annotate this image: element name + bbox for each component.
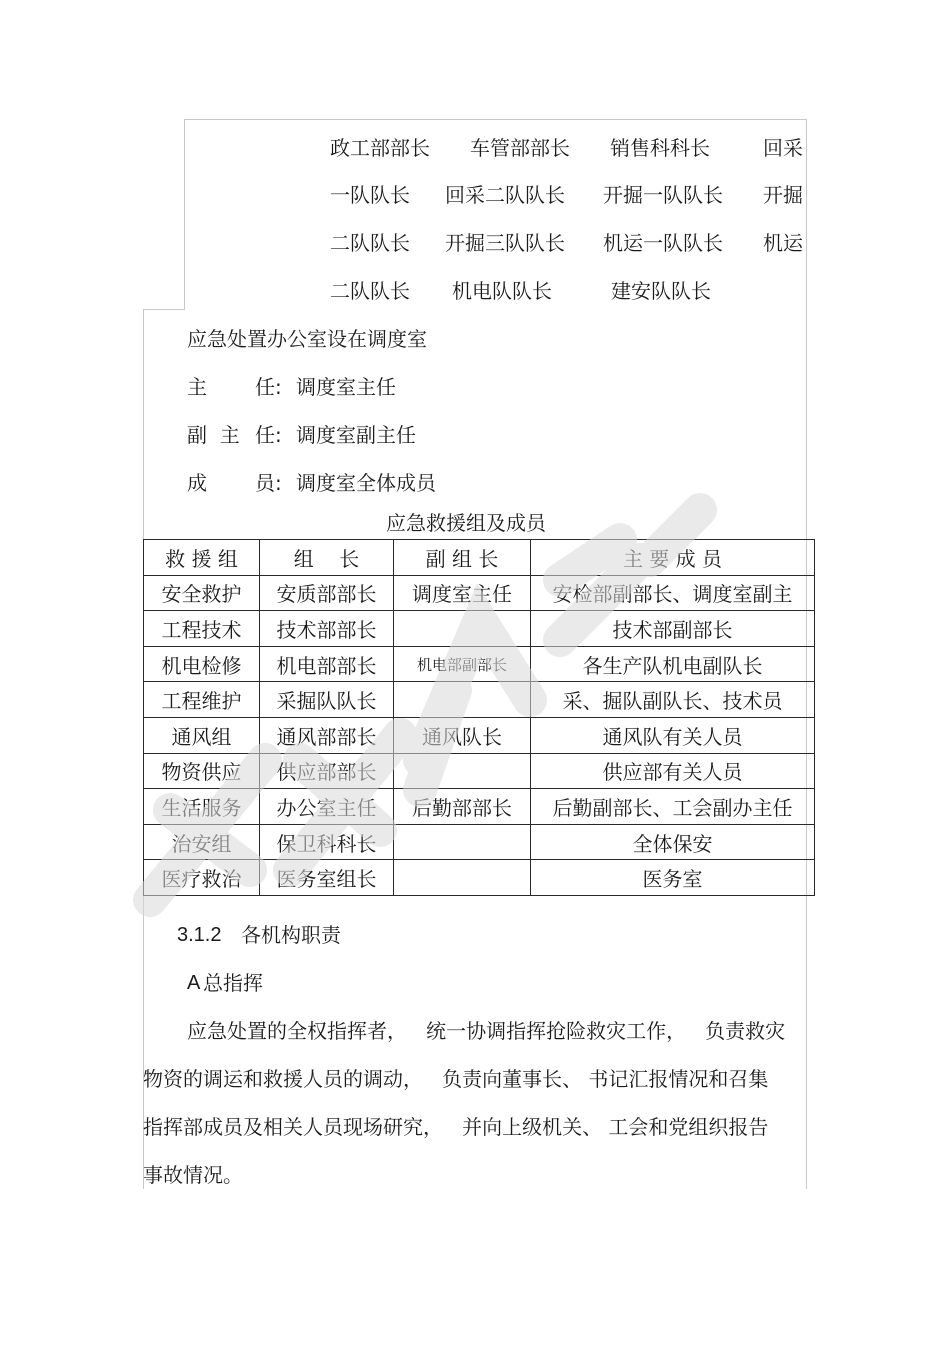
office-location: 应急处置办公室设在调度室 [187,327,427,351]
table-cell [394,860,531,896]
rescue-team-table [143,539,815,896]
roster-line-1 [330,135,806,161]
paragraph-line-2: 物资的调运和救援人员的调动， 负责向董事长、 书记汇报情况和召集 [143,1067,769,1091]
table-cell: 医务室组长 [260,860,394,896]
roster-item: 回采 [763,136,803,160]
table-row [144,753,815,789]
roster-item: 机电队队长 [452,279,552,303]
roster-item: 回采二队队长 [445,183,565,207]
table-cell: 技术部副部长 [531,611,815,647]
roster-item: 一队队长 [330,183,410,207]
table-cell: 通风部部长 [260,717,394,753]
roster-item: 建安队队长 [611,279,711,303]
director-label-suffix: 任: [255,375,282,399]
roster-item: 车管部部长 [470,136,570,160]
roster-item: 二队队长 [330,279,410,303]
table-row [144,789,815,825]
members-label: 成 [187,471,207,495]
roster-item: 开掘三队队长 [445,231,565,255]
director-label: 主 [187,375,207,399]
table-cell: 全体保安 [531,824,815,860]
table-cell: 各生产队机电副队长 [531,646,815,682]
table-cell: 供应部有关人员 [531,753,815,789]
table-cell: 机电部部长 [260,646,394,682]
table-cell: 安全救护 [144,575,260,611]
members-value: 调度室全体成员 [296,471,436,495]
header-cell: 救 援 组 [144,540,260,576]
roster-line-4 [330,278,806,304]
section-title: 各机构职责 [241,923,341,947]
table-row [144,611,815,647]
table-header-row [144,540,815,576]
deputy-label: 副 主 [187,423,240,447]
table-cell: 技术部部长 [260,611,394,647]
header-cell: 组 长 [260,540,394,576]
frame-step-line [143,309,185,310]
subsection-label: A [187,972,201,994]
table-cell: 通风队有关人员 [531,717,815,753]
table-cell [394,682,531,718]
paragraph-line-1: 应急处置的全权指挥者， 统一协调指挥抢险救灾工作， 负责救灾 [187,1019,786,1043]
table-row [144,860,815,896]
header-cell: 副 组 长 [394,540,531,576]
frame-top-line [184,119,807,120]
deputy-value: 调度室副主任 [296,423,416,447]
table-cell: 工程维护 [144,682,260,718]
roster-item: 销售科科长 [610,136,710,160]
table-cell: 通风队长 [394,717,531,753]
table-cell: 采、掘队副队长、技术员 [531,682,815,718]
table-cell: 机电检修 [144,646,260,682]
director-value: 调度室主任 [296,375,396,399]
table-cell [394,611,531,647]
table-cell: 后勤副部长、工会副办主任 [531,789,815,825]
table-cell: 治安组 [144,824,260,860]
table-cell: 安质部部长 [260,575,394,611]
table-cell: 办公室主任 [260,789,394,825]
table-row [144,646,815,682]
roster-item: 机运 [763,231,803,255]
roster-line-3 [330,230,806,256]
table-cell: 安检部副部长、调度室副主 [531,575,815,611]
table-row [144,717,815,753]
table-cell [394,753,531,789]
table-title: 应急救援组及成员 [386,511,546,535]
table-cell: 生活服务 [144,789,260,825]
frame-left-upper-line [184,119,185,309]
subsection-title: 总指挥 [203,971,263,995]
table-cell: 调度室主任 [394,575,531,611]
table-row [144,575,815,611]
table-cell: 通风组 [144,717,260,753]
roster-item: 机运一队队长 [603,231,723,255]
table-cell [394,824,531,860]
deputy-label-suffix: 任: [255,423,282,447]
table-cell: 后勤部部长 [394,789,531,825]
table-cell: 保卫科科长 [260,824,394,860]
roster-item: 开掘一队队长 [603,183,723,207]
roster-item: 开掘 [763,183,803,207]
table-cell: 采掘队队长 [260,682,394,718]
header-cell: 主 要 成 员 [531,540,815,576]
table-cell: 医疗救治 [144,860,260,896]
table-cell: 供应部部长 [260,753,394,789]
roster-item: 政工部部长 [330,136,430,160]
table-row [144,824,815,860]
table-cell: 物资供应 [144,753,260,789]
paragraph-line-4: 事故情况。 [143,1163,243,1187]
table-cell: 机电部副部长 [394,646,531,682]
roster-line-2 [330,182,806,208]
table-row [144,682,815,718]
paragraph-line-3: 指挥部成员及相关人员现场研究， 并向上级机关、 工会和党组织报告 [143,1115,769,1139]
members-label-suffix: 员: [255,471,282,495]
table-cell: 医务室 [531,860,815,896]
table-cell: 工程技术 [144,611,260,647]
section-number: 3.1.2 [177,924,222,946]
roster-item: 二队队长 [330,231,410,255]
